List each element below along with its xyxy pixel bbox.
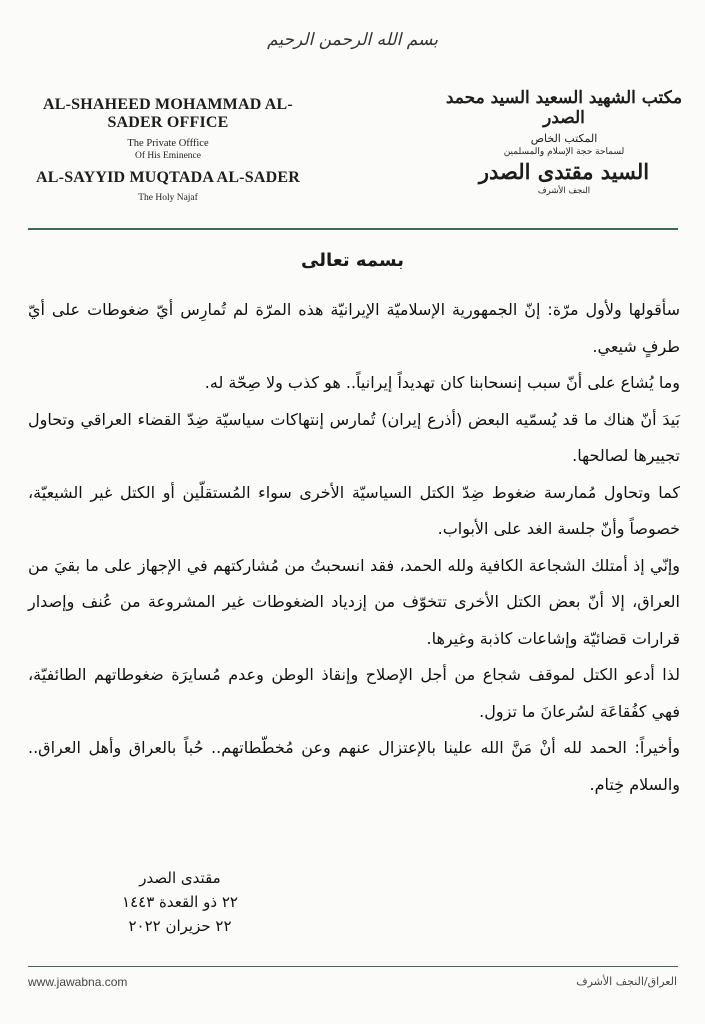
footer-website: www.jawabna.com [28,975,128,989]
paragraph: وما يُشاع على أنّ سبب إنسحابنا كان تهديداً إيرانياً.. هو كذب ولا صِحّة له. [204,373,680,392]
header-divider [28,228,678,230]
letter-subject: بسمه تعالى [301,250,404,271]
signatory-name: مقتدى الصدر [139,869,221,887]
arabic-office-name: مكتب الشهيد السعيد السيد محمد الصدر [445,88,683,128]
english-office-name: AL-SHAHEED MOHAMMAD AL-SADER OFFICE [43,96,293,131]
english-sayyid-name: AL-SAYYID MUQTADA AL-SADER [36,169,300,186]
footer-divider [28,966,678,967]
english-letterhead [18,96,318,203]
english-city: The Holy Najaf [138,193,198,203]
arabic-city: النجف الأشرف [537,186,591,196]
english-private-office: The Private Offfice [127,138,209,149]
paragraph: وأخيراً: الحمد لله أنْ مَنَّ الله علينا بالإعتزال عنهم وعن مُخطّطاتهم.. حُباً بالعراق وأهل العراق.. والسلام خِتام. [28,738,680,794]
paragraph: بَيدَ أنّ هناك ما قد يُسمّيه البعض (أذرع إيران) تُمارس إنتهاكات سياسيّة ضِدّ القضاء العراقي وتحاول تجييرها لصالحها. [28,409,680,465]
arabic-private-office: المكتب الخاص [530,132,598,145]
paragraph: كما وتحاول مُمارسة ضغوط ضِدّ الكتل السياسيّة الأخرى سواء المُستقلّين أو الكتل غير الشيعيّة، خصوصاً وأنّ جلسة الغد على الأبواب. [28,482,680,538]
english-of-his-eminence: Of His Eminence [135,151,201,161]
paragraph: لذا أدعو الكتل لموقف شجاع من أجل الإصلاح وإنقاذ الوطن وعدم مُسايرَة ضغوطاتهم الطائفيّة، فهي كفُقاعَة لسُرعانَ ما تزول. [28,665,680,721]
footer-location: العراق/النجف الأشرف [576,975,677,988]
arabic-of-his-eminence: لسماحة حجة الإسلام والمسلمين [503,147,625,157]
basmala: بسم الله الرحمن الرحيم [267,30,438,50]
signature-block [95,866,265,938]
paragraph: وإنّي إذ أمتلك الشجاعة الكافية ولله الحمد، فقد انسحبتُ من مُشاركتهم في الإجهاز على ما بقيَ من العراق، إلا أنّ بعض الكتل الأخرى تتخوّف من إزدياد الضغوطات غير المشروعة من عُنف وإصدار قرارات قضائيّة وإشاعات كاذبة وغيرها. [28,555,680,648]
letter-body [28,292,680,803]
paragraph: سأقولها ولأول مرّة: إنّ الجمهورية الإسلاميّة الإيرانيّة هذه المرّة لم تُمارِس أيّ ضغوطات على أيّ طرفٍ شيعي. [28,300,680,356]
hijri-date: ٢٢ ذو القعدة ١٤٤٣ [122,893,238,911]
arabic-sayyid-name: السيد مقتدى الصدر [478,159,650,184]
gregorian-date: ٢٢ حزيران ٢٠٢٢ [128,917,232,935]
arabic-letterhead [439,88,689,196]
